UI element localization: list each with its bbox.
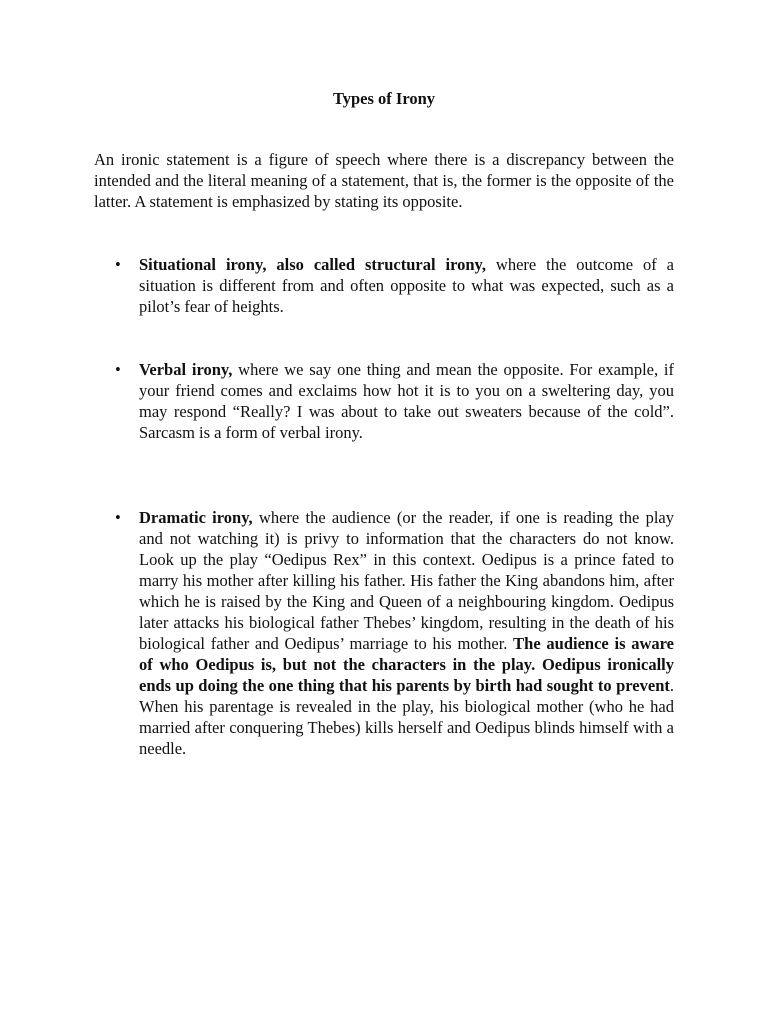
list-item-situational-irony	[115, 254, 674, 317]
bullet-icon: •	[115, 508, 121, 527]
emphasis-dramatic-irony: The audience is aware of who Oedipus is, but not the characters in the play. Oedipus ironically ends up doing the one thing that his parents by birth had sought to prevent	[139, 634, 674, 695]
document-title: Types of Irony	[332, 89, 436, 108]
bullet-icon: •	[115, 360, 121, 379]
list-item-verbal-irony	[115, 359, 674, 443]
term-situational-irony: Situational irony, also called structural irony,	[139, 255, 486, 274]
definition-dramatic-irony-tail: . When his parentage is revealed in the play, his biological mother (who he had married after conquering Thebes) kills herself and Oedipus blinds himself with a needle.	[139, 676, 674, 758]
intro-paragraph: An ironic statement is a figure of speech where there is a discrepancy between the intended and the literal meaning of a statement, that is, the former is the opposite of the latter. A statement is emphasized by stating its opposite.	[94, 150, 674, 211]
definition-dramatic-irony: where the audience (or the reader, if one is reading the play and not watching it) is privy to information that the characters do not know. Look up the play “Oedipus Rex” in this context. Oedipus is a prince fated to marry his mother after killing his father. His father the King abandons him, after which he is raised by the King and Queen of a neighbouring kingdom. Oedipus later attacks his biological father Thebes’ kingdom, resulting in the death of his biological father and Oedipus’ marriage to his mother.	[139, 508, 674, 653]
list-item-dramatic-irony	[115, 507, 674, 759]
definition-verbal-irony: where we say one thing and mean the opposite. For example, if your friend comes and exclaims how hot it is to you on a sweltering day, you may respond “Really? I was about to take out sweaters because of the cold”. Sarcasm is a form of verbal irony.	[139, 360, 674, 442]
definition-situational-irony: where the outcome of a situation is different from and often opposite to what was expected, such as a pilot’s fear of heights.	[139, 255, 674, 316]
term-verbal-irony: Verbal irony,	[139, 360, 233, 379]
term-dramatic-irony: Dramatic irony,	[139, 508, 253, 527]
bullet-icon: •	[115, 255, 121, 274]
